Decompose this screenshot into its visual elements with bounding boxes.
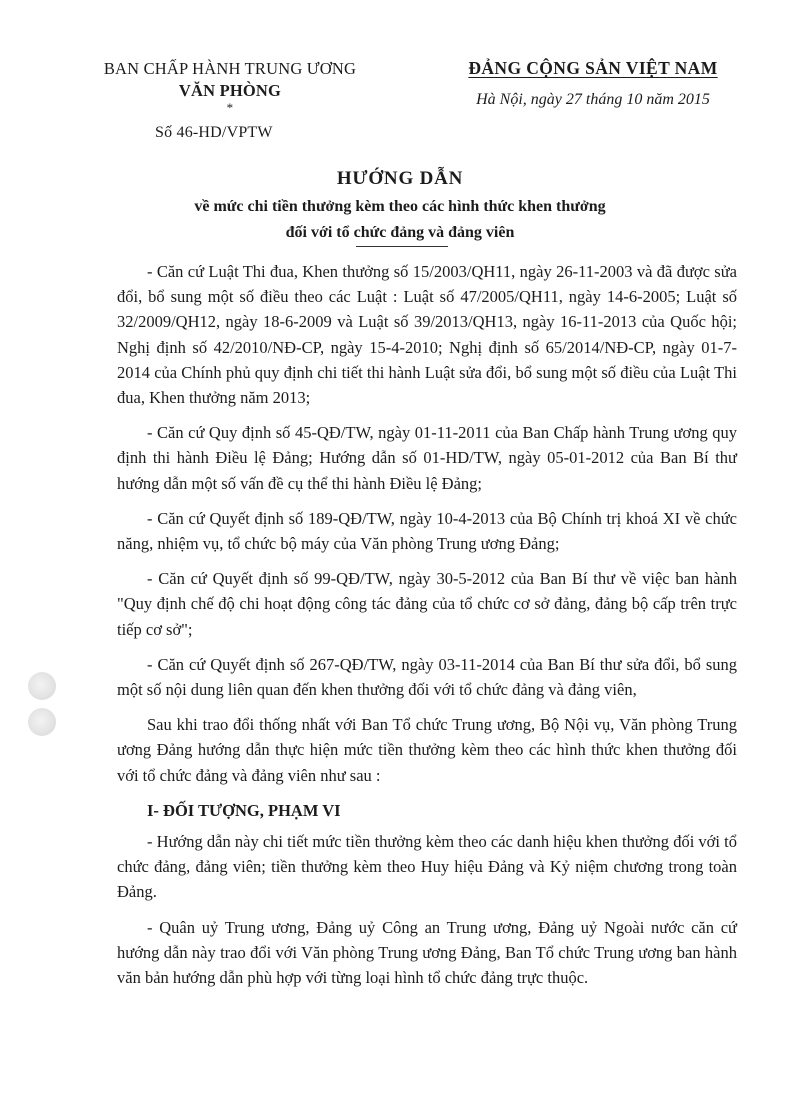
legal-basis-paragraph: - Căn cứ Quyết định số 189-QĐ/TW, ngày 10-4-2013 của Bộ Chính trị khoá XI về chức năng, nhiệm vụ, tổ chức bộ máy của Văn phòng Trung ương Đảng; (117, 508, 737, 554)
document-body (117, 259, 737, 1000)
header-star: * (226, 100, 234, 115)
punch-hole (28, 672, 56, 700)
issuing-organization: BAN CHẤP HÀNH TRUNG ƯƠNG (103, 59, 357, 78)
section-paragraph: - Quân uỷ Trung ương, Đảng uỷ Công an Trung ương, Đảng uỷ Ngoài nước căn cứ hướng dẫn này trao đổi với Văn phòng Trung ương Đảng, Ban Tổ chức Trung ương ban hành văn bản hướng dẫn phù hợp với từng loại hình tổ chức đảng trực thuộc. (117, 917, 737, 988)
legal-basis-paragraph: - Căn cứ Luật Thi đua, Khen thưởng số 15/2003/QH11, ngày 26-11-2003 và đã được sửa đổi, bổ sung một số điều theo các Luật : Luật số 47/2005/QH11, ngày 14-6-2005; Luật số 32/2009/QH12, ngày 18-6-2009 và Luật số 39/2013/QH13, ngày 16-11-2013 của Quốc hội; Nghị định số 42/2010/NĐ-CP, ngày 15-4-2010; Nghị định số 65/2014/NĐ-CP, ngày 01-7-2014 của Chính phủ quy định chi tiết thi hành Luật sửa đổi, bổ sung một số điều của Luật Thi đua, Khen thưởng năm 2013; (117, 262, 737, 408)
legal-basis-paragraph: - Căn cứ Quyết định số 267-QĐ/TW, ngày 03-11-2014 của Ban Bí thư sửa đổi, bổ sung một số nội dung liên quan đến khen thưởng đối với tổ chức đảng và đảng viên, (117, 654, 737, 700)
legal-basis-paragraph: - Căn cứ Quy định số 45-QĐ/TW, ngày 01-11-2011 của Ban Chấp hành Trung ương quy định thi hành Điều lệ Đảng; Hướng dẫn số 01-HD/TW, ngày 05-01-2012 của Ban Bí thư hướng dẫn một số vấn đề cụ thể thi hành Điều lệ Đảng; (117, 423, 737, 493)
document-subject-line-1: về mức chi tiền thưởng kèm theo các hình thức khen thưởng (194, 198, 606, 215)
document-number: Số 46-HD/VPTW (155, 124, 273, 141)
issuing-authority-block (60, 58, 400, 141)
party-name: ĐẢNG CỘNG SẢN VIỆT NAM (468, 58, 718, 78)
intro-paragraph: Sau khi trao đổi thống nhất với Ban Tổ chức Trung ương, Bộ Nội vụ, Văn phòng Trung ương Đảng hướng dẫn thực hiện mức tiền thưởng kèm theo các hình thức khen thưởng đối với tổ chức đảng và đảng viên như sau : (117, 715, 737, 785)
section-paragraph: - Hướng dẫn này chi tiết mức tiền thưởng kèm theo các danh hiệu khen thưởng đối với tổ chức đảng, đảng viên; tiền thưởng kèm theo Huy hiệu Đảng và Kỷ niệm chương trong toàn Đảng. (117, 832, 737, 902)
legal-basis-paragraph: - Căn cứ Quyết định số 99-QĐ/TW, ngày 30-5-2012 của Ban Bí thư về việc ban hành "Quy định chế độ chi hoạt động công tác đảng của tổ chức cơ sở đảng, đảng bộ cấp trên trực tiếp cơ sở"; (117, 569, 737, 639)
document-subject-line-2: đối với tổ chức đảng và đảng viên (285, 224, 515, 241)
document-date: Hà Nội, ngày 27 tháng 10 năm 2015 (476, 91, 710, 108)
title-divider (356, 246, 448, 247)
document-title-block (0, 168, 800, 246)
party-header-block (448, 58, 738, 109)
punch-hole (28, 708, 56, 736)
section-heading: I- ĐỐI TƯỢNG, PHẠM VI (147, 800, 341, 820)
document-type-title: HƯỚNG DẪN (336, 168, 464, 189)
issuing-office: VĂN PHÒNG (178, 81, 282, 100)
